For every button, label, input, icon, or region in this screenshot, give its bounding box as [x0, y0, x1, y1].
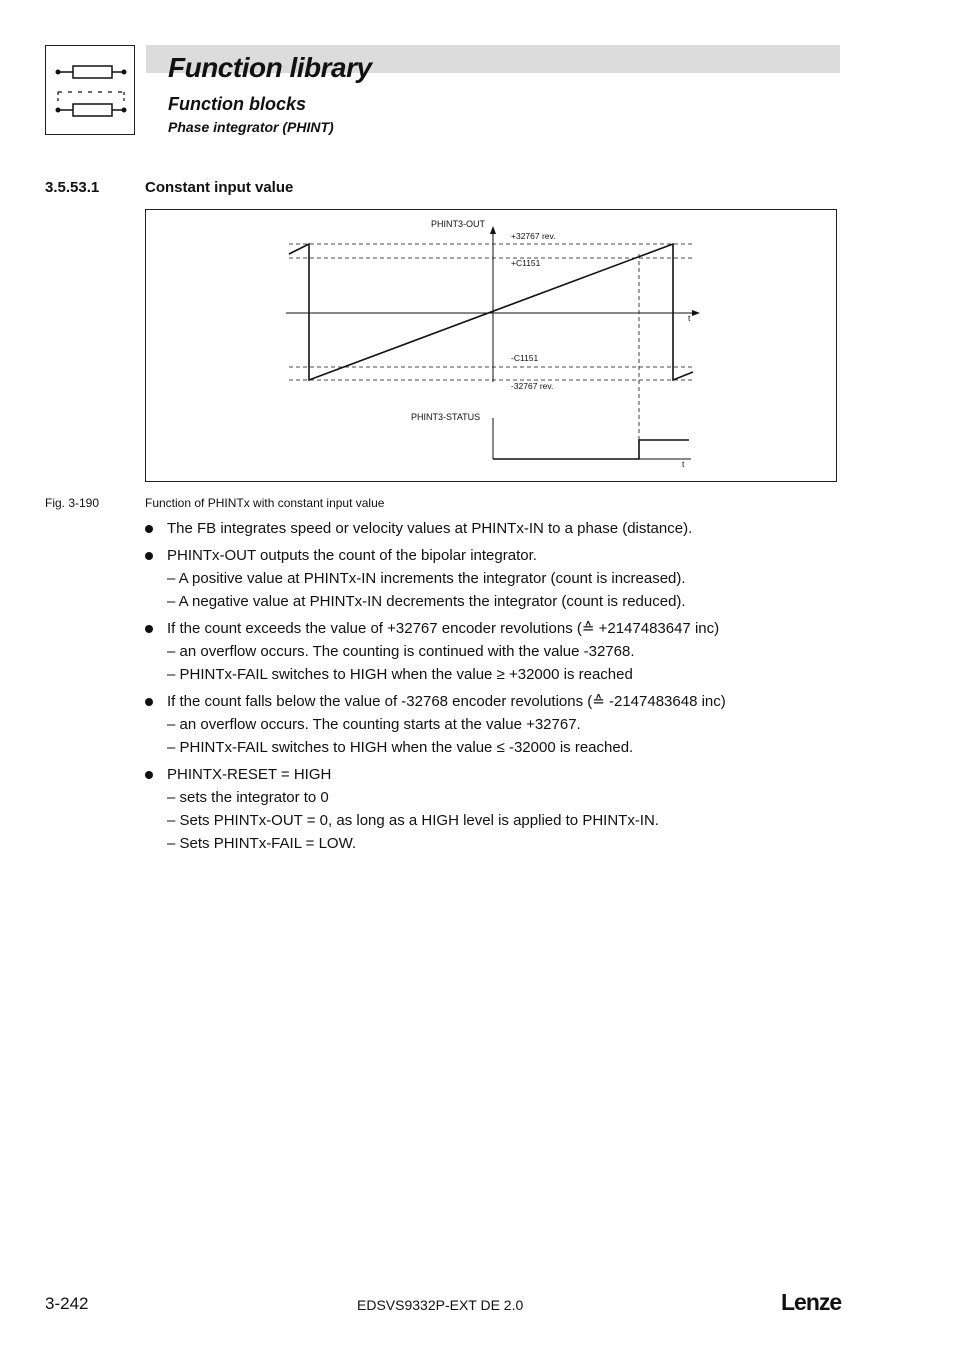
section-title: Constant input value — [145, 179, 294, 196]
page-subsubtitle: Phase integrator (PHINT) — [168, 119, 334, 135]
document-id: EDSVS9332P-EXT DE 2.0 — [357, 1297, 524, 1313]
out-t-arrow — [692, 310, 700, 316]
out-y-arrow — [490, 226, 496, 234]
sub-item: – Sets PHINTx-FAIL = LOW. — [167, 835, 357, 852]
list-item — [145, 517, 845, 540]
sub-item: – an overflow occurs. The counting starts at the value +32767. — [167, 716, 581, 733]
pos-max-label: +32767 rev. — [511, 231, 556, 241]
bullet-text: PHINTX-RESET = HIGH — [167, 766, 332, 783]
out-axis-label: PHINT3-OUT — [431, 219, 485, 229]
page-subtitle: Function blocks — [168, 94, 307, 114]
list-item — [145, 544, 845, 613]
phint-diagram — [146, 210, 836, 481]
neg-max-label: -32767 rev. — [511, 381, 554, 391]
list-item — [145, 617, 845, 686]
neg-c-label: -C1151 — [511, 353, 539, 363]
figure-caption: Function of PHINTx with constant input value — [145, 496, 385, 510]
page-number: 3-242 — [45, 1294, 89, 1313]
list-item — [145, 690, 845, 759]
page-title: Function library — [168, 52, 372, 83]
bullet-text: PHINTx-OUT outputs the count of the bipolar integrator. — [167, 547, 537, 564]
list-item — [145, 763, 845, 855]
bullet-text: If the count falls below the value of -32768 encoder revolutions (≙ -2147483648 inc) — [167, 693, 726, 710]
sub-item: – sets the integrator to 0 — [167, 789, 329, 806]
figure-number: Fig. 3-190 — [45, 496, 100, 510]
t-top-label: t — [688, 313, 691, 323]
sub-item: – PHINTx-FAIL switches to HIGH when the value ≥ +32000 is reached — [167, 666, 633, 683]
function-block-logo — [45, 45, 135, 135]
bullet-dot — [145, 525, 153, 533]
sub-item: – PHINTx-FAIL switches to HIGH when the value ≤ -32000 is reached. — [167, 739, 634, 756]
t-bottom-label: t — [682, 459, 685, 469]
sub-item: – A positive value at PHINTx-IN increments the integrator (count is increased). — [167, 570, 686, 587]
phint-out-signal — [289, 244, 693, 380]
function-block-icon — [46, 46, 134, 134]
status-signal — [493, 440, 689, 459]
section-number: 3.5.53.1 — [45, 179, 100, 196]
bullet-dot — [145, 552, 153, 560]
pos-c-label: +C1151 — [511, 258, 541, 268]
bullet-dot — [145, 771, 153, 779]
brand-logo: Lenze — [781, 1289, 842, 1315]
sub-item: – Sets PHINTx-OUT = 0, as long as a HIGH level is applied to PHINTx-IN. — [167, 812, 659, 829]
bullet-dot — [145, 698, 153, 706]
bullet-dot — [145, 625, 153, 633]
bullet-text: The FB integrates speed or velocity values at PHINTx-IN to a phase (distance). — [167, 520, 693, 537]
bullet-text: If the count exceeds the value of +32767 encoder revolutions (≙ +2147483647 inc) — [167, 620, 720, 637]
sub-item: – an overflow occurs. The counting is continued with the value -32768. — [167, 643, 635, 660]
sub-item: – A negative value at PHINTx-IN decrements the integrator (count is reduced). — [167, 593, 686, 610]
description-list — [145, 517, 845, 859]
status-axis-label: PHINT3-STATUS — [411, 412, 481, 422]
figure-frame — [145, 209, 837, 482]
